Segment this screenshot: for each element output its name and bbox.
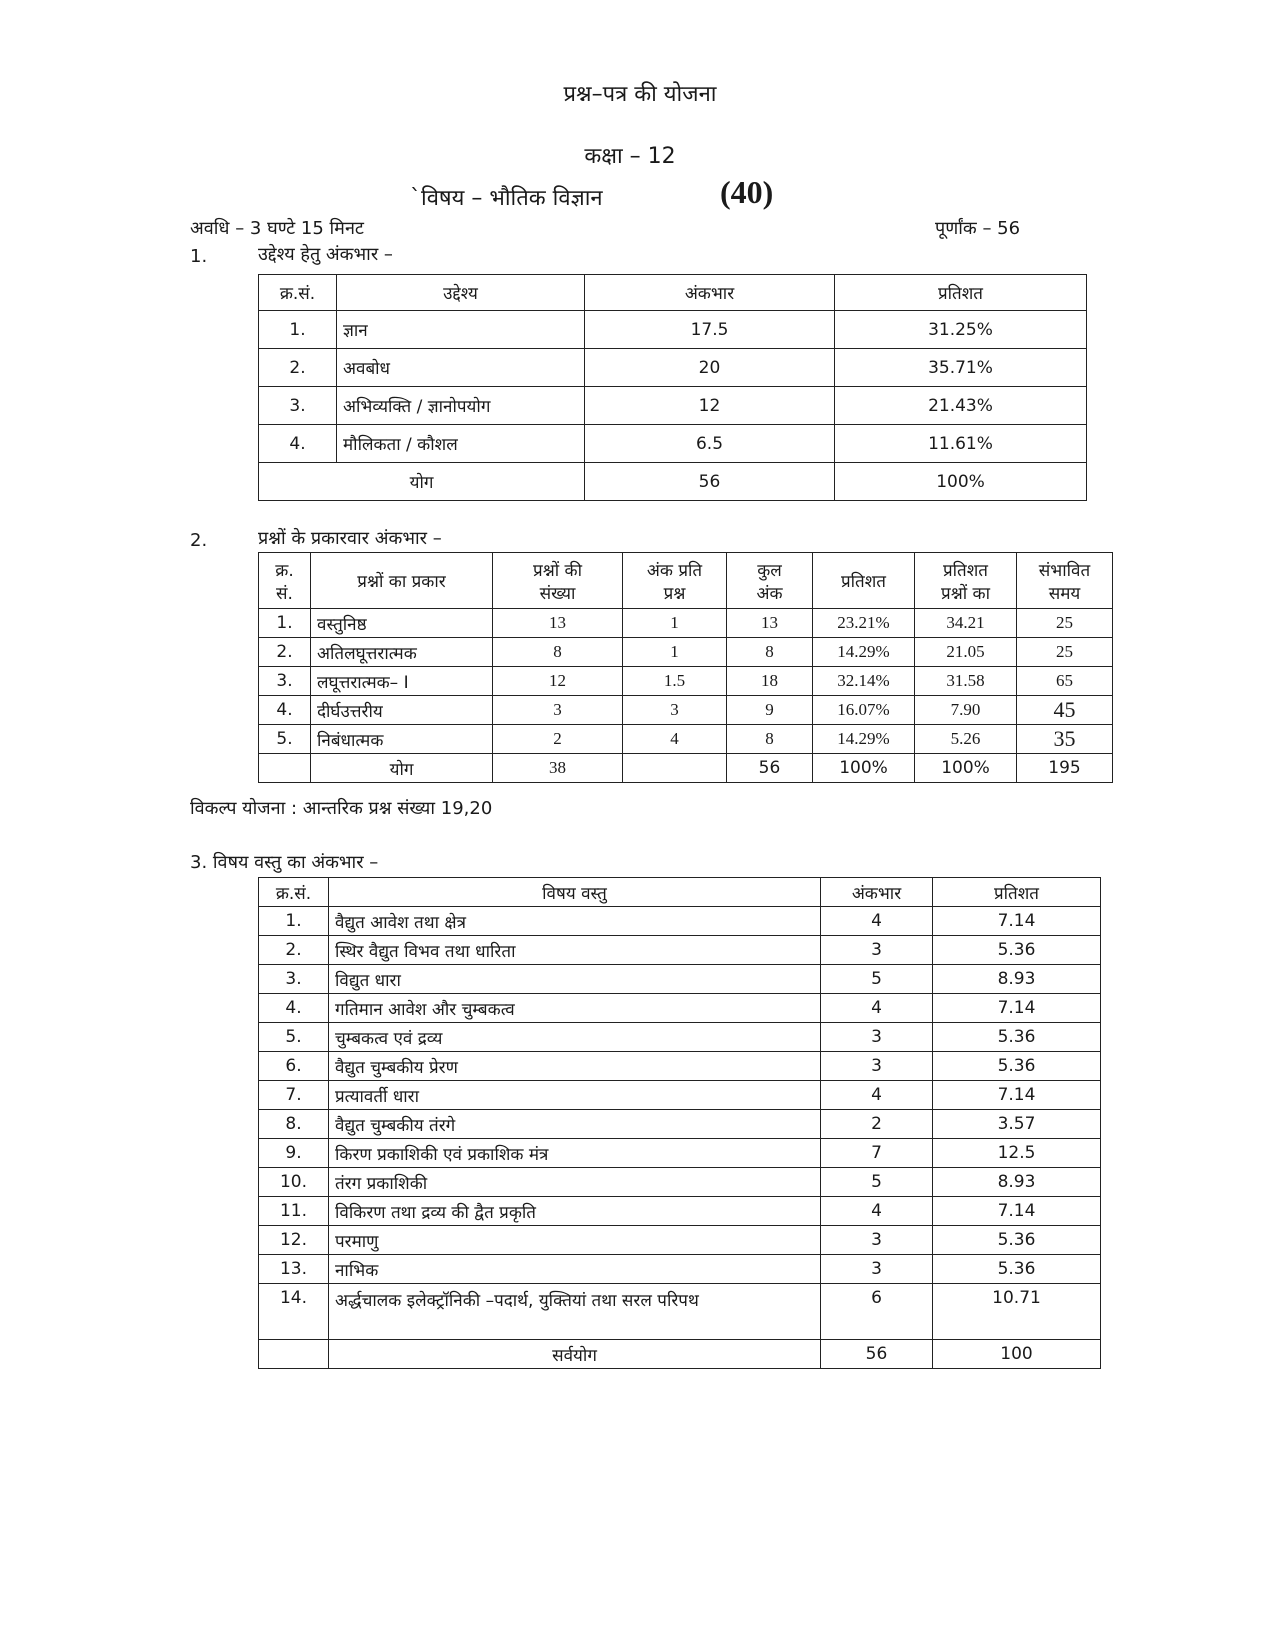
cell-count: 13	[493, 609, 623, 638]
table-row	[259, 1023, 1101, 1052]
cell-topic: चुम्बकत्व एवं द्रव्य	[329, 1023, 821, 1052]
subject-label: `विषय – भौतिक विज्ञान	[410, 186, 603, 211]
cell-total-marks: 56	[585, 463, 835, 501]
cell-percent: 16.07%	[813, 696, 915, 725]
cell-empty	[259, 754, 311, 783]
cell-sn: 2.	[259, 349, 337, 387]
cell-q-percent: 5.26	[915, 725, 1017, 754]
cell-percent: 7.14	[933, 907, 1101, 936]
header-line: कुल	[757, 560, 782, 581]
option-scheme: विकल्प योजना : आन्तरिक प्रश्न संख्या 19,20	[190, 798, 493, 819]
question-type-table	[258, 552, 1113, 783]
cell-marks: 3	[821, 1255, 933, 1284]
cell-sn: 13.	[259, 1255, 329, 1284]
table-row	[259, 1284, 1101, 1340]
column-header	[727, 553, 813, 609]
cell-time: 25	[1017, 638, 1113, 667]
cell-sn: 4.	[259, 994, 329, 1023]
header-line: प्रश्नों की	[533, 560, 582, 581]
cell-sn: 3.	[259, 667, 311, 696]
cell-marks: 5	[821, 1168, 933, 1197]
cell-marks: 2	[821, 1110, 933, 1139]
section3-heading: 3. विषय वस्तु का अंकभार –	[190, 852, 379, 873]
cell-sn: 8.	[259, 1110, 329, 1139]
cell-sn: 10.	[259, 1168, 329, 1197]
cell-objective: मौलिकता / कौशल	[337, 425, 585, 463]
cell-percent: 5.36	[933, 1255, 1101, 1284]
table-row	[259, 387, 1087, 425]
cell-total-label: योग	[311, 754, 493, 783]
cell-sn: 7.	[259, 1081, 329, 1110]
table-row	[259, 1226, 1101, 1255]
cell-marks-each: 3	[623, 696, 727, 725]
cell-marks: 4	[821, 907, 933, 936]
duration: अवधि – 3 घण्टे 15 मिनट	[190, 218, 365, 239]
cell-time: 25	[1017, 609, 1113, 638]
table-total-row	[259, 754, 1113, 783]
cell-total-marks: 56	[821, 1340, 933, 1369]
cell-sn: 14.	[259, 1284, 329, 1340]
cell-sn: 12.	[259, 1226, 329, 1255]
cell-marks-each: 1	[623, 609, 727, 638]
cell-percent: 12.5	[933, 1139, 1101, 1168]
table-row	[259, 696, 1113, 725]
table-row	[259, 1052, 1101, 1081]
column-header: प्रतिशत	[835, 275, 1087, 311]
cell-marks: 5	[821, 965, 933, 994]
header-line: प्रश्न	[663, 583, 686, 604]
cell-percent: 32.14%	[813, 667, 915, 696]
table-row	[259, 936, 1101, 965]
cell-q-percent: 21.05	[915, 638, 1017, 667]
cell-sn: 2.	[259, 638, 311, 667]
cell-percent: 3.57	[933, 1110, 1101, 1139]
content-weightage-table	[258, 877, 1101, 1369]
header-line: प्रतिशत	[942, 560, 989, 581]
cell-sn: 1.	[259, 907, 329, 936]
table-total-row	[259, 1340, 1101, 1369]
column-header: अंकभार	[585, 275, 835, 311]
table-row	[259, 311, 1087, 349]
cell-percent: 14.29%	[813, 638, 915, 667]
cell-topic: नाभिक	[329, 1255, 821, 1284]
cell-topic: वैद्युत चुम्बकीय प्रेरण	[329, 1052, 821, 1081]
cell-sn: 9.	[259, 1139, 329, 1168]
section2-heading: प्रश्नों के प्रकारवार अंकभार –	[258, 528, 442, 549]
cell-sn: 1.	[259, 609, 311, 638]
cell-percent: 5.36	[933, 1052, 1101, 1081]
table-row	[259, 1168, 1101, 1197]
header-line: प्रश्नों का प्रकार	[357, 572, 446, 592]
cell-total-label: सर्वयोग	[329, 1340, 821, 1369]
header-line: प्रतिशत	[840, 572, 887, 592]
table-row	[259, 1139, 1101, 1168]
cell-type: दीर्घउत्तरीय	[311, 696, 493, 725]
table-row	[259, 1110, 1101, 1139]
cell-percent: 7.14	[933, 1197, 1101, 1226]
cell-marks: 3	[821, 1023, 933, 1052]
cell-q-percent: 31.58	[915, 667, 1017, 696]
cell-total-count: 38	[493, 754, 623, 783]
table-row	[259, 638, 1113, 667]
cell-marks-each: 1.5	[623, 667, 727, 696]
cell-percent: 11.61%	[835, 425, 1087, 463]
cell-count: 12	[493, 667, 623, 696]
cell-topic: विद्युत धारा	[329, 965, 821, 994]
cell-sn: 5.	[259, 1023, 329, 1052]
table-row	[259, 1081, 1101, 1110]
cell-marks: 20	[585, 349, 835, 387]
cell-marks: 3	[821, 1052, 933, 1081]
cell-sn: 11.	[259, 1197, 329, 1226]
cell-total-marks: 56	[727, 754, 813, 783]
table-row	[259, 609, 1113, 638]
column-header	[1017, 553, 1113, 609]
table-row	[259, 1255, 1101, 1284]
cell-total-time: 195	[1017, 754, 1113, 783]
table-row	[259, 965, 1101, 994]
cell-time: 65	[1017, 667, 1113, 696]
header-line: अंक प्रति	[646, 560, 703, 581]
cell-empty	[259, 1340, 329, 1369]
cell-total-q-percent: 100%	[915, 754, 1017, 783]
class-line: कक्षा – 12	[584, 144, 676, 169]
column-header	[311, 553, 493, 609]
table-row	[259, 425, 1087, 463]
cell-topic: वैद्युत चुम्बकीय तंरगे	[329, 1110, 821, 1139]
cell-total: 9	[727, 696, 813, 725]
table-total-row	[259, 463, 1087, 501]
objective-table	[258, 274, 1087, 501]
cell-total: 13	[727, 609, 813, 638]
cell-type: अतिलघूत्तरात्मक	[311, 638, 493, 667]
cell-topic: गतिमान आवेश और चुम्बकत्व	[329, 994, 821, 1023]
column-header: क्र.सं.	[259, 275, 337, 311]
cell-marks: 3	[821, 1226, 933, 1255]
cell-time: 45	[1017, 696, 1113, 725]
table-row	[259, 725, 1113, 754]
cell-percent: 7.14	[933, 1081, 1101, 1110]
table-header-row	[259, 553, 1113, 609]
header-line: क्र.	[275, 560, 294, 581]
cell-objective: ज्ञान	[337, 311, 585, 349]
cell-sn: 4.	[259, 696, 311, 725]
cell-marks: 17.5	[585, 311, 835, 349]
column-header: विषय वस्तु	[329, 878, 821, 907]
cell-marks-each: 4	[623, 725, 727, 754]
cell-percent: 8.93	[933, 1168, 1101, 1197]
cell-marks-each: 1	[623, 638, 727, 667]
cell-percent: 31.25%	[835, 311, 1087, 349]
column-header: उद्देश्य	[337, 275, 585, 311]
cell-count: 8	[493, 638, 623, 667]
header-line: समय	[1048, 583, 1081, 604]
cell-topic: तंरग प्रकाशिकी	[329, 1168, 821, 1197]
cell-marks: 4	[821, 1197, 933, 1226]
cell-marks: 3	[821, 936, 933, 965]
table-row	[259, 1197, 1101, 1226]
cell-sn: 3.	[259, 965, 329, 994]
cell-topic: विकिरण तथा द्रव्य की द्वैत प्रकृति	[329, 1197, 821, 1226]
cell-total: 8	[727, 638, 813, 667]
table-row	[259, 907, 1101, 936]
cell-marks: 6.5	[585, 425, 835, 463]
cell-topic: स्थिर वैद्युत विभव तथा धारिता	[329, 936, 821, 965]
header-line: सं.	[276, 583, 293, 604]
cell-percent: 23.21%	[813, 609, 915, 638]
cell-percent: 14.29%	[813, 725, 915, 754]
cell-q-percent: 7.90	[915, 696, 1017, 725]
cell-percent: 35.71%	[835, 349, 1087, 387]
cell-percent: 7.14	[933, 994, 1101, 1023]
cell-time: 35	[1017, 725, 1113, 754]
cell-type: लघूत्तरात्मक– I	[311, 667, 493, 696]
cell-objective: अभिव्यक्ति / ज्ञानोपयोग	[337, 387, 585, 425]
full-marks: पूर्णांक – 56	[935, 218, 1021, 239]
section2-number: 2.	[190, 530, 208, 551]
cell-sn: 3.	[259, 387, 337, 425]
cell-total-percent: 100	[933, 1340, 1101, 1369]
section1-number: 1.	[190, 246, 208, 267]
cell-marks: 6	[821, 1284, 933, 1340]
column-header	[813, 553, 915, 609]
cell-percent: 8.93	[933, 965, 1101, 994]
cell-total-marks-each	[623, 754, 727, 783]
column-header: प्रतिशत	[933, 878, 1101, 907]
section1-heading: उद्देश्य हेतु अंकभार –	[258, 244, 393, 265]
cell-total: 18	[727, 667, 813, 696]
header-line: प्रश्नों का	[941, 583, 990, 604]
cell-topic: अर्द्धचालक इलेक्ट्रॉनिकी –पदार्थ, युक्तियां तथा सरल परिपथ	[329, 1284, 821, 1340]
table-header-row	[259, 275, 1087, 311]
cell-marks: 12	[585, 387, 835, 425]
cell-total-percent: 100%	[813, 754, 915, 783]
column-header: अंकभार	[821, 878, 933, 907]
cell-percent: 5.36	[933, 1023, 1101, 1052]
subject-code: (40)	[720, 174, 774, 210]
cell-type: वस्तुनिष्ठ	[311, 609, 493, 638]
cell-total: 8	[727, 725, 813, 754]
header-line: संख्या	[539, 583, 576, 604]
table-header-row	[259, 878, 1101, 907]
cell-topic: प्रत्यावर्ती धारा	[329, 1081, 821, 1110]
cell-percent: 5.36	[933, 936, 1101, 965]
cell-percent: 5.36	[933, 1226, 1101, 1255]
cell-topic: परमाणु	[329, 1226, 821, 1255]
header-line: संभावित	[1038, 560, 1091, 581]
column-header	[259, 553, 311, 609]
page-title: प्रश्न–पत्र की योजना	[563, 82, 717, 107]
cell-sn: 6.	[259, 1052, 329, 1081]
cell-sn: 5.	[259, 725, 311, 754]
cell-count: 2	[493, 725, 623, 754]
cell-topic: किरण प्रकाशिकी एवं प्रकाशिक मंत्र	[329, 1139, 821, 1168]
cell-count: 3	[493, 696, 623, 725]
column-header	[493, 553, 623, 609]
cell-percent: 21.43%	[835, 387, 1087, 425]
cell-q-percent: 34.21	[915, 609, 1017, 638]
cell-total-percent: 100%	[835, 463, 1087, 501]
column-header: क्र.सं.	[259, 878, 329, 907]
table-row	[259, 667, 1113, 696]
cell-sn: 4.	[259, 425, 337, 463]
column-header	[915, 553, 1017, 609]
cell-objective: अवबोध	[337, 349, 585, 387]
cell-percent: 10.71	[933, 1284, 1101, 1340]
cell-marks: 7	[821, 1139, 933, 1168]
cell-sn: 1.	[259, 311, 337, 349]
table-row	[259, 994, 1101, 1023]
cell-sn: 2.	[259, 936, 329, 965]
cell-marks: 4	[821, 1081, 933, 1110]
cell-topic: वैद्युत आवेश तथा क्षेत्र	[329, 907, 821, 936]
cell-type: निबंधात्मक	[311, 725, 493, 754]
cell-total-label: योग	[259, 463, 585, 501]
column-header	[623, 553, 727, 609]
header-line: अंक	[756, 583, 783, 604]
table-row	[259, 349, 1087, 387]
cell-marks: 4	[821, 994, 933, 1023]
